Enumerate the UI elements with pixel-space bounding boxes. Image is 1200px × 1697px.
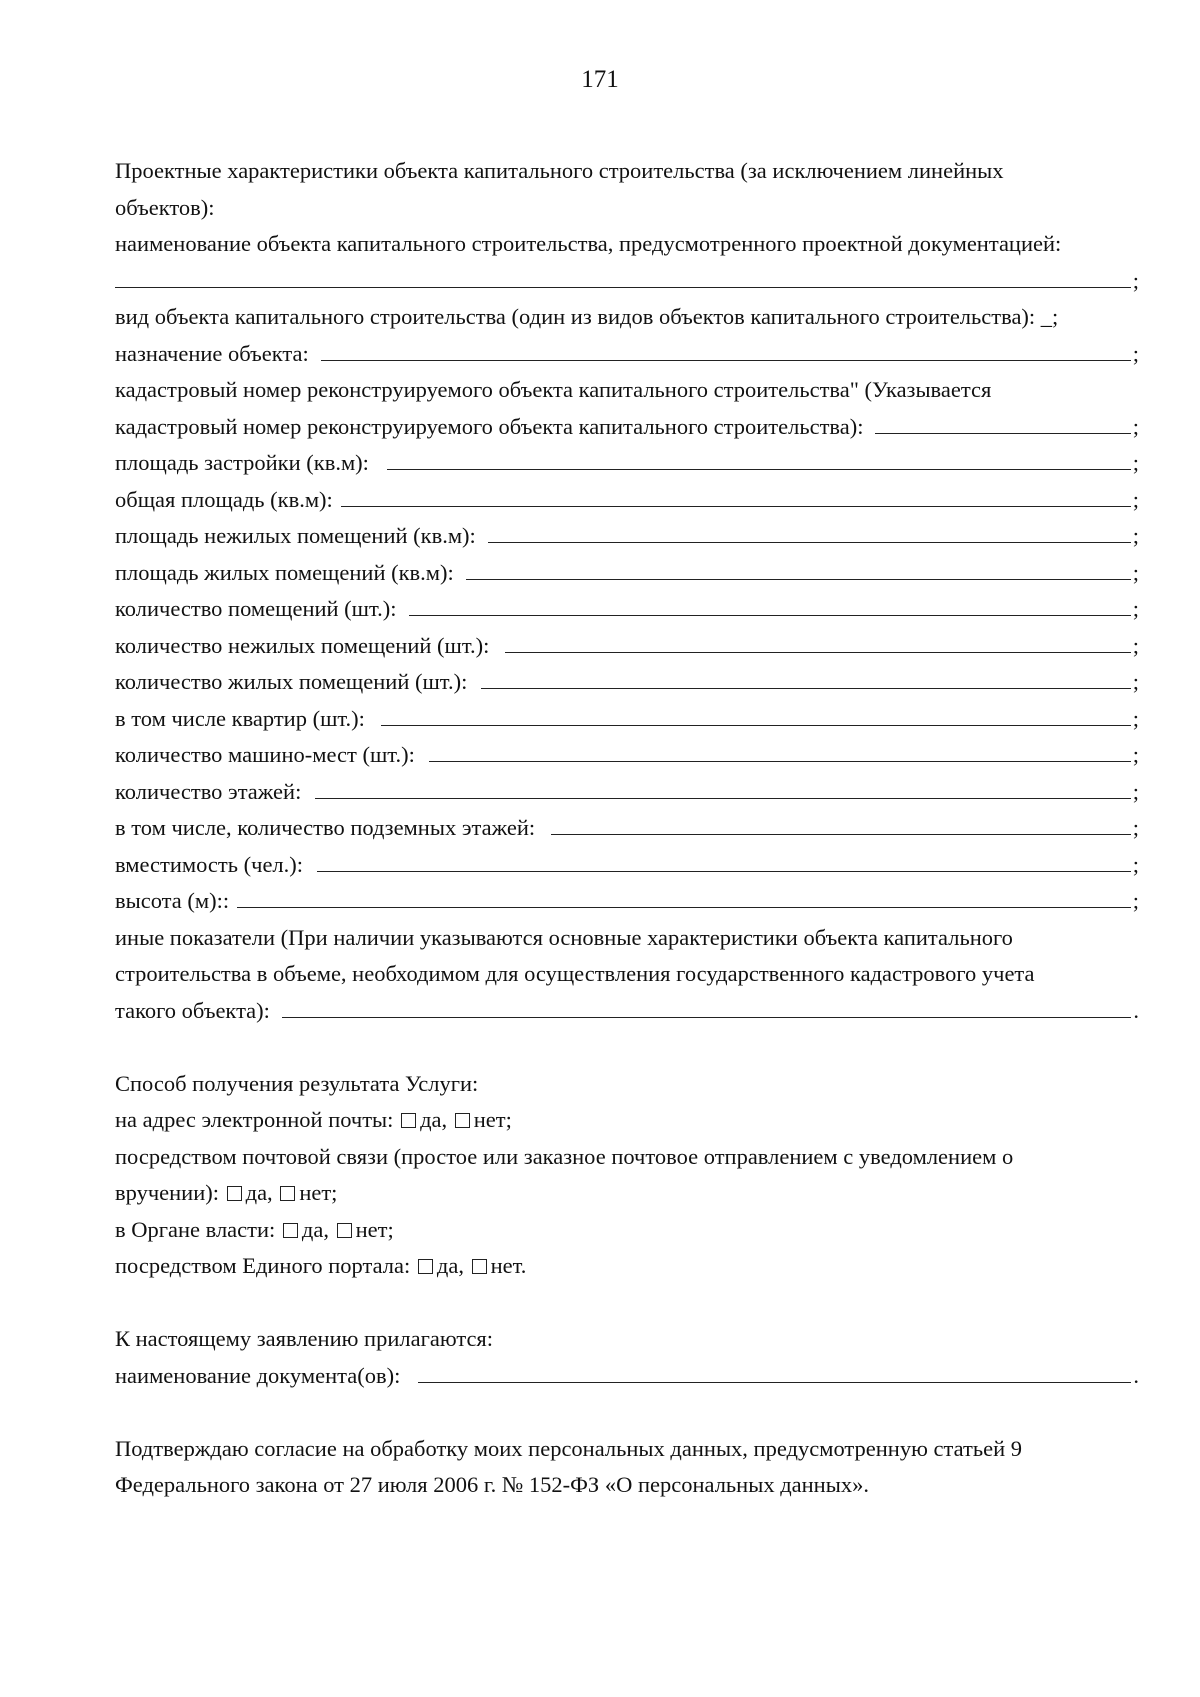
field-end: . [1133, 997, 1139, 1023]
field-label: количество машино-мест (шт.): [115, 742, 415, 767]
section-title-line2: объектов): [115, 194, 215, 220]
parking-input[interactable] [429, 739, 1131, 762]
field-end: ; [1132, 340, 1139, 366]
delivery-post-label: вручении): [115, 1180, 219, 1205]
field-label: площадь застройки (кв.м): [115, 450, 369, 475]
section-title-line1: Проектные характеристики объекта капитального строительства (за исключением линейных [115, 158, 1004, 183]
field-end: ; [1132, 888, 1139, 913]
total-area-input[interactable] [341, 484, 1131, 507]
rooms-count-input[interactable] [409, 593, 1131, 616]
field-end: ; [1132, 413, 1139, 439]
authority-yes-checkbox[interactable] [283, 1223, 298, 1238]
floors-input[interactable] [315, 776, 1130, 799]
purpose-input[interactable] [321, 338, 1131, 361]
no-label: нет; [299, 1180, 338, 1205]
cadastral-label: кадастровый номер реконструируемого объекта капитального строительства): [115, 413, 864, 439]
nonresidential-rooms-input[interactable] [505, 630, 1130, 653]
nonresidential-area-input[interactable] [488, 520, 1131, 543]
rooms-count-field [115, 591, 1139, 628]
field-end: ; [1132, 486, 1139, 512]
field-label: в том числе квартир (шт.): [115, 705, 365, 731]
portal-no-checkbox[interactable] [472, 1259, 487, 1274]
field-end: ; [1132, 632, 1139, 658]
underground-floors-field [115, 810, 1139, 847]
field-end: ; [1132, 705, 1139, 731]
other-indicators-input[interactable] [282, 995, 1131, 1018]
field-end: ; [1132, 523, 1139, 548]
capacity-input[interactable] [317, 849, 1131, 872]
field-label: площадь жилых помещений (кв.м): [115, 559, 454, 585]
no-label: нет; [355, 1216, 394, 1242]
object-kind-label: вид объекта капитального строительства (один из видов объектов капитального строительства): _; [115, 304, 1059, 329]
spacer [115, 1394, 1139, 1431]
post-yes-checkbox[interactable] [227, 1186, 242, 1201]
yes-label: да, [245, 1180, 273, 1205]
cadastral-input[interactable] [875, 411, 1130, 434]
capacity-field [115, 847, 1139, 884]
email-yes-checkbox[interactable] [401, 1113, 416, 1128]
cadastral-line1: кадастровый номер реконструируемого объекта капитального строительства" (Указывается [115, 377, 992, 402]
yes-label: да, [420, 1107, 448, 1132]
residential-rooms-input[interactable] [481, 666, 1130, 689]
field-end: . [1133, 1362, 1139, 1388]
field-label: высота (м):: [115, 888, 230, 913]
yes-label: да, [301, 1216, 329, 1242]
other-indicators-line2: строительства в объеме, необходимом для осуществления государственного кадастрового учета [115, 961, 1035, 986]
purpose-label: назначение объекта: [115, 340, 309, 366]
total-area-field [115, 482, 1139, 519]
documents-field [115, 1358, 1139, 1395]
apartments-input[interactable] [381, 703, 1131, 726]
residential-rooms-field [115, 664, 1139, 701]
field-end: ; [1132, 851, 1139, 877]
residential-area-field [115, 555, 1139, 592]
delivery-portal-label: посредством Единого портала: [115, 1253, 411, 1278]
delivery-email-label: на адрес электронной почты: [115, 1107, 394, 1132]
field-end: ; [1132, 559, 1139, 585]
delivery-post-line1: посредством почтовой связи (простое или заказное почтовое отправлением с уведомлением о [115, 1143, 1014, 1169]
field-end: ; [1132, 778, 1139, 804]
no-label: нет; [473, 1107, 512, 1132]
documents-input[interactable] [418, 1360, 1131, 1383]
page-number: 171 [581, 66, 619, 93]
consent-line1: Подтверждаю согласие на обработку моих персональных данных, предусмотренную статьей 9 [115, 1435, 1023, 1461]
building-area-field [115, 445, 1139, 482]
field-end: ; [1132, 267, 1139, 293]
field-label: количество этажей: [115, 778, 302, 804]
height-field [115, 883, 1139, 920]
spacer [115, 1285, 1139, 1322]
field-end: ; [1132, 669, 1139, 694]
object-name-field [115, 263, 1139, 300]
attachments-title: К настоящему заявлению прилагаются: [115, 1326, 494, 1351]
cadastral-field [115, 409, 1139, 446]
field-label: количество нежилых помещений (шт.): [115, 632, 490, 658]
delivery-portal-option [115, 1248, 1139, 1285]
residential-area-input[interactable] [466, 557, 1131, 580]
form-content [115, 153, 1139, 1504]
object-name-input[interactable] [115, 265, 1131, 288]
email-no-checkbox[interactable] [455, 1113, 470, 1128]
field-label: площадь нежилых помещений (кв.м): [115, 523, 476, 548]
floors-field [115, 774, 1139, 811]
no-label: нет. [490, 1253, 527, 1278]
documents-label: наименование документа(ов): [115, 1362, 401, 1388]
field-end: ; [1132, 815, 1139, 840]
consent-line2: Федерального закона от 27 июля 2006 г. № 152-ФЗ «О персональных данных». [115, 1472, 869, 1497]
other-indicators-field [115, 993, 1139, 1030]
field-label: вместимость (чел.): [115, 851, 304, 877]
field-end: ; [1132, 596, 1139, 621]
authority-no-checkbox[interactable] [337, 1223, 352, 1238]
underground-floors-input[interactable] [551, 812, 1131, 835]
post-no-checkbox[interactable] [280, 1186, 295, 1201]
nonresidential-area-field [115, 518, 1139, 555]
object-name-label: наименование объекта капитального строительства, предусмотренного проектной документацией: [115, 231, 1062, 256]
field-label: количество жилых помещений (шт.): [115, 669, 468, 694]
field-label: общая площадь (кв.м): [115, 486, 333, 512]
delivery-authority-option [115, 1212, 1139, 1249]
building-area-input[interactable] [387, 447, 1131, 470]
field-label: в том числе, количество подземных этажей: [115, 815, 536, 840]
yes-label: да, [436, 1253, 464, 1278]
parking-field [115, 737, 1139, 774]
other-indicators-line1: иные показатели (При наличии указываются основные характеристики объекта капитального [115, 924, 1013, 950]
portal-yes-checkbox[interactable] [418, 1259, 433, 1274]
spacer [115, 1029, 1139, 1066]
field-label: количество помещений (шт.): [115, 596, 397, 621]
delivery-authority-label: в Органе власти: [115, 1216, 276, 1242]
field-end: ; [1132, 742, 1139, 767]
nonresidential-rooms-field [115, 628, 1139, 665]
apartments-field [115, 701, 1139, 738]
purpose-field [115, 336, 1139, 373]
height-input[interactable] [237, 885, 1131, 908]
delivery-title: Способ получения результата Услуги: [115, 1070, 479, 1096]
other-indicators-label: такого объекта): [115, 997, 270, 1023]
field-end: ; [1132, 450, 1139, 475]
delivery-email-option [115, 1102, 1139, 1139]
delivery-post-option [115, 1175, 1139, 1212]
